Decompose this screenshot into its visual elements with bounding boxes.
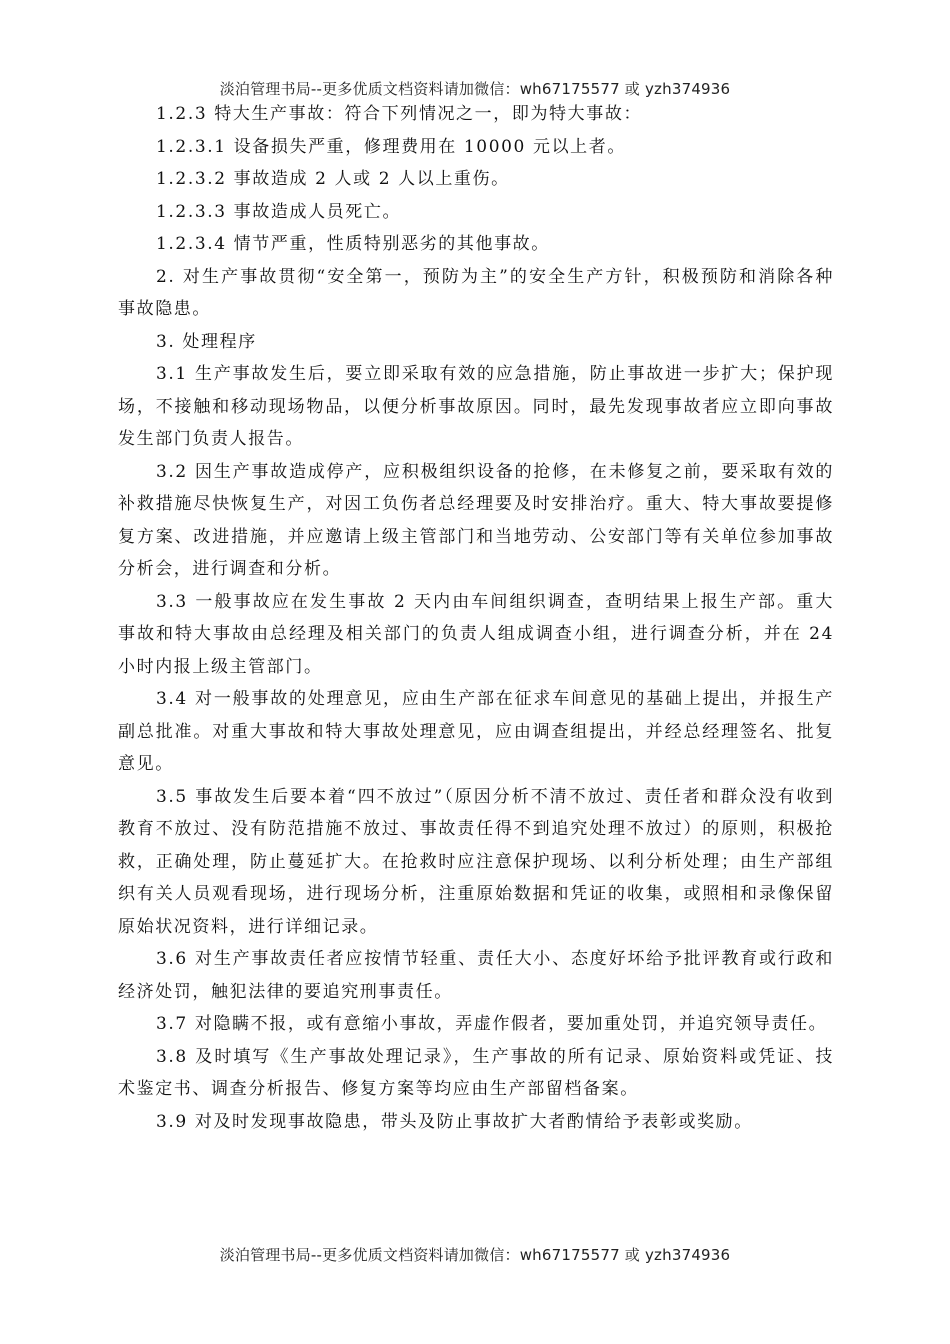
paragraph-3-3: 3.3 一般事故应在发生事故 2 天内由车间组织调查，查明结果上报生产部。重大事故和特大事故由总经理及相关部门的负责人组成调查小组，进行调查分析，并在 24 小时内报上级主管部门。: [118, 591, 834, 677]
paragraph-3-5: 3.5 事故发生后要本着“四不放过”（原因分析不清不放过、责任者和群众没有收到教育不放过、没有防范措施不放过、事故责任得不到追究处理不放过）的原则，积极抢救，正确处理，防止蔓延扩大。在抢救时应注意保护现场、以利分析处理；由生产部组织有关人员观看现场，进行现场分析，注重原始数据和凭证的收集，或照相和录像保留原始状况资料，进行详细记录。: [118, 786, 834, 937]
paragraph-1-2-3-3: 1.2.3.3 事故造成人员死亡。: [156, 201, 402, 222]
paragraph-3-4: 3.4 对一般事故的处理意见，应由生产部在征求车间意见的基础上提出，并报生产副总批准。对重大事故和特大事故处理意见，应由调查组提出，并经总经理签名、批复意见。: [118, 689, 834, 774]
paragraph-3-9: 3.9 对及时发现事故隐患，带头及防止事故扩大者酌情给予表彰或奖励。: [156, 1111, 753, 1132]
paragraph-3-8: 3.8 及时填写《生产事故处理记录》，生产事故的所有记录、原始资料或凭证、技术鉴定书、调查分析报告、修复方案等均应由生产部留档备案。: [118, 1046, 834, 1099]
paragraph-3-2: 3.2 因生产事故造成停产，应积极组织设备的抢修，在未修复之前，要采取有效的补救措施尽快恢复生产，对因工负伤者总经理要及时安排治疗。重大、特大事故要提修复方案、改进措施，并应邀请上级主管部门和当地劳动、公安部门等有关单位参加事故分析会，进行调查和分析。: [118, 461, 834, 579]
paragraph-1-2-3: 1.2.3 特大生产事故：符合下列情况之一，即为特大事故：: [156, 104, 643, 124]
paragraph-1-2-3-1: 1.2.3.1 设备损失严重，修理费用在 10000 元以上者。: [156, 136, 626, 157]
paragraph-3-6: 3.6 对生产事故责任者应按情节轻重、责任大小、态度好坏给予批评教育或行政和经济处罚，触犯法律的要追究刑事责任。: [118, 949, 834, 1002]
paragraph-2: 2. 对生产事故贯彻“安全第一，预防为主”的安全生产方针，积极预防和消除各种事故隐患。: [118, 266, 834, 319]
page-header-watermark: 淡泊管理书局--更多优质文档资料请加微信：wh67175577 或 yzh374936: [219, 80, 731, 98]
document-body: [118, 98, 834, 1138]
paragraph-3-1: 3.1 生产事故发生后，要立即采取有效的应急措施，防止事故进一步扩大；保护现场，不接触和移动现场物品，以便分析事故原因。同时，最先发现事故者应立即向事故发生部门负责人报告。: [118, 364, 834, 449]
paragraph-1-2-3-4: 1.2.3.4 情节严重，性质特别恶劣的其他事故。: [156, 234, 550, 254]
section-heading-3: 3. 处理程序: [156, 331, 257, 352]
page-footer-watermark: 淡泊管理书局--更多优质文档资料请加微信：wh67175577 或 yzh374936: [219, 1246, 731, 1264]
paragraph-3-7: 3.7 对隐瞒不报，或有意缩小事故，弄虚作假者，要加重处罚，并追究领导责任。: [156, 1014, 828, 1034]
paragraph-1-2-3-2: 1.2.3.2 事故造成 2 人或 2 人以上重伤。: [156, 169, 510, 189]
